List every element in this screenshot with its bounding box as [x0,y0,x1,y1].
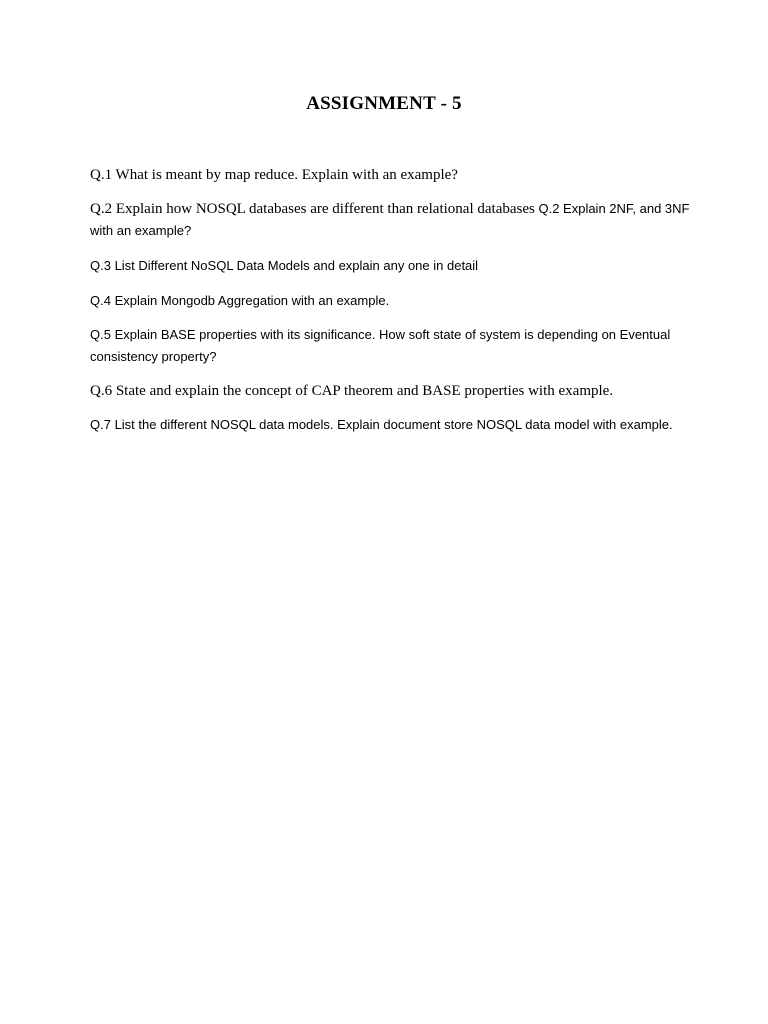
question-3: Q.3 List Different NoSQL Data Models and explain any one in detail [90,258,479,273]
page-title: ASSIGNMENT - 5 [306,93,462,114]
question-5: Q.5 Explain BASE properties with its significance. How soft state of system is depending on Eventual consistency property? [90,327,671,364]
question-7: Q.7 List the different NOSQL data models. Explain document store NOSQL data model with example. [90,417,673,432]
question-6: Q.6 State and explain the concept of CAP theorem and BASE properties with example. [90,383,614,399]
question-4: Q.4 Explain Mongodb Aggregation with an example. [90,293,390,308]
question-2-text-part2: Q.2 Explain 2NF, and 3NF with an example? [90,201,690,238]
question-2-text-part1: Q.2 Explain how NOSQL databases are different than relational databases [90,201,535,217]
question-2 [90,198,690,242]
question-1: Q.1 What is meant by map reduce. Explain with an example? [90,167,458,183]
